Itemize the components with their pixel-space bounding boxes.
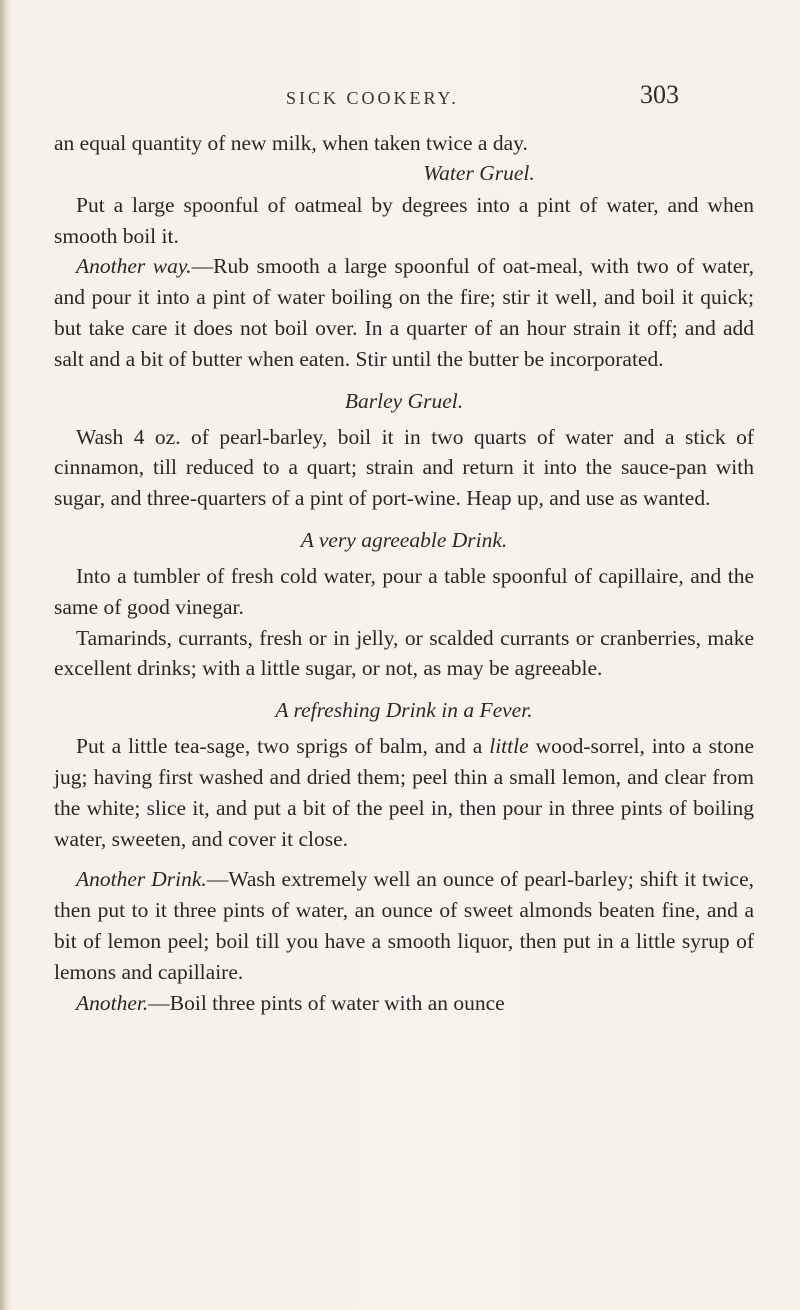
heading-water-gruel: Water Gruel. [423, 160, 535, 185]
page-number: 303 [640, 80, 679, 109]
running-head-title: SICK COOKERY. [286, 88, 459, 108]
lead-another: Another. [76, 990, 149, 1015]
paragraph-agreeable-drink: Into a tumbler of fresh cold water, pour a table spoonful of capillaire, and the same of good vinegar. [54, 563, 754, 619]
paragraph-water-gruel: Put a large spoonful of oatmeal by degrees into a pint of water, and when smooth boil it. [54, 192, 754, 248]
paragraph-tamarinds: Tamarinds, currants, fresh or in jelly, or scalded currants or cranberries, make excellent drinks; with a little sugar, or not, as may be agreeable. [54, 625, 754, 681]
lead-another-drink: Another Drink. [76, 867, 207, 892]
refreshing-drink-emphasis: little [489, 734, 529, 759]
continued-paragraph: an equal quantity of new milk, when taken twice a day. [54, 131, 528, 155]
gutter-shadow [0, 0, 10, 1310]
paragraph-another-drink [54, 864, 754, 987]
running-head [0, 80, 800, 120]
refreshing-drink-part-2: wood-sorrel, into a stone jug; having first washed and dried them; peel thin a small lemon, and clear from the white; slice it, and put a bit of the peel in, then pour in three pints of boiling water, sweeten, and cover it close. [54, 734, 755, 851]
paragraph-barley-gruel: Wash 4 oz. of pearl-barley, boil it in two quarts of water and a stick of cinnamon, till reduced to a quart; strain and return it into the sauce-pan with sugar, and three-quarters of a pint of port-wine. Heap up, and use as wanted. [54, 424, 754, 511]
lead-another-way: Another way. [76, 254, 192, 279]
heading-refreshing-drink: A refreshing Drink in a Fever. [275, 698, 533, 723]
body-another-way: —Rub smooth a large spoonful of oat-meal, with two of water, and pour it into a pint of water boiling on the fire; stir it well, and boil it quick; but take care it does not boil over. In a quarter of an hour strain it off; and add salt and a bit of butter when eaten. Stir until the butter be incorporated. [54, 254, 754, 371]
page-body [54, 128, 754, 1018]
body-another-drink: —Wash extremely well an ounce of pearl-barley; shift it twice, then put to it three pints of water, an ounce of sweet almonds beaten fine, and a bit of lemon peel; boil till you have a smooth liquor, then put in a little syrup of lemons and capillaire. [54, 867, 754, 984]
refreshing-drink-part-1: Put a little tea-sage, two sprigs of balm, and a [76, 734, 490, 759]
paragraph-refreshing-drink [54, 731, 754, 854]
paragraph-another [54, 988, 754, 1019]
paragraph-another-way [54, 251, 754, 374]
heading-barley-gruel: Barley Gruel. [344, 388, 464, 413]
heading-agreeable-drink: A very agreeable Drink. [300, 527, 508, 552]
body-another: —Boil three pints of water with an ounce [148, 990, 505, 1015]
